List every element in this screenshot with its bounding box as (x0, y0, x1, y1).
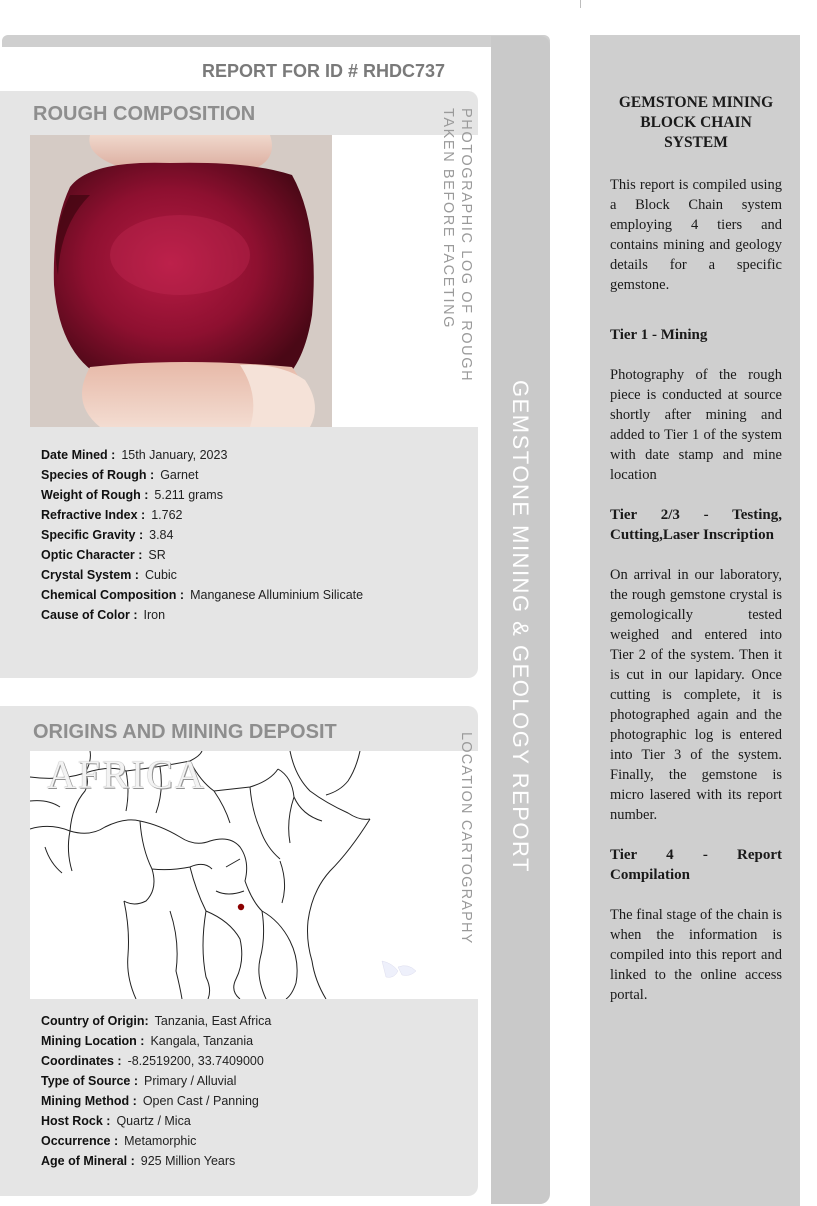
field-coordinates (41, 1051, 271, 1071)
field-country (41, 1011, 271, 1031)
rough-photo-area (30, 135, 478, 427)
field-source-type (41, 1071, 271, 1091)
field-label: Mining Method : (41, 1094, 137, 1108)
rough-composition-panel (0, 91, 478, 678)
tier4-heading: Tier 4 - Report Compilation (610, 847, 782, 883)
field-label: Occurrence : (41, 1134, 119, 1148)
report-spine (491, 36, 550, 1204)
spine-title: GEMSTONE MINING & GEOLOGY REPORT (508, 379, 533, 873)
field-value: Quartz / Mica (116, 1114, 191, 1128)
field-label: Host Rock : (41, 1114, 111, 1128)
rough-gemstone-photo (30, 135, 332, 427)
field-value: Open Cast / Panning (142, 1094, 259, 1108)
sidebar-intro: This report is compiled using a Block Chain system employing 4 tiers and contains mining and geology details for a specific gemstone. (610, 177, 782, 293)
tier1-heading: Tier 1 - Mining (610, 327, 708, 343)
rough-caption-line2: TAKEN BEFORE FACETING (440, 108, 456, 330)
top-divider-tick (580, 0, 581, 8)
field-value: Primary / Alluvial (144, 1074, 237, 1088)
field-specific-gravity (41, 525, 363, 545)
field-label: Coordinates : (41, 1054, 122, 1068)
field-date-mined (41, 445, 363, 465)
field-label: Weight of Rough : (41, 488, 149, 502)
top-bar (2, 35, 550, 47)
field-label: Date Mined : (41, 448, 116, 462)
field-value: Manganese Alluminium Silicate (190, 588, 364, 602)
rough-composition-title: ROUGH COMPOSITION (33, 103, 256, 125)
origins-title: ORIGINS AND MINING DEPOSIT (33, 721, 337, 743)
field-label: Chemical Composition : (41, 588, 185, 602)
field-age-of-mineral (41, 1151, 271, 1171)
field-value: 925 Million Years (140, 1154, 236, 1168)
sidebar-title: GEMSTONE MINING BLOCK CHAIN SYSTEM (618, 94, 774, 151)
rough-fields-list (41, 445, 363, 625)
field-label: Type of Source : (41, 1074, 139, 1088)
field-value: Iron (143, 608, 166, 622)
field-label: Age of Mineral : (41, 1154, 135, 1168)
map-vertical-caption: LOCATION CARTOGRAPHY (458, 732, 474, 945)
map-africa-label: AFRICA (47, 752, 206, 797)
field-weight (41, 485, 363, 505)
tier4-text: The final stage of the chain is when the information is compiled into this report and linked to the online access portal. (610, 907, 782, 1003)
field-occurrence (41, 1131, 271, 1151)
map-area (30, 751, 478, 999)
field-chemical-composition (41, 585, 363, 605)
field-value: Kangala, Tanzania (150, 1034, 254, 1048)
field-label: Country of Origin: (41, 1014, 149, 1028)
field-value: 1.762 (151, 508, 183, 522)
tier23-text: On arrival in our laboratory, the rough gemstone crystal is gemologically tested weighed and entered into Tier 2 of the system. Then it is cut in our lapidary. Once cutting is complete, it is photographed again and the photographic log is entered into Tier 3 of the system. Finally, the gemstone is micro lasered with its report number. (610, 567, 782, 823)
origins-panel (0, 706, 478, 1196)
field-label: Species of Rough : (41, 468, 155, 482)
field-label: Refractive Index : (41, 508, 146, 522)
blockchain-info-sidebar (590, 35, 800, 1206)
field-value: Tanzania, East Africa (154, 1014, 272, 1028)
field-label: Mining Location : (41, 1034, 145, 1048)
field-value: 5.211 grams (154, 488, 223, 502)
field-optic-character (41, 545, 363, 565)
field-value: Metamorphic (124, 1134, 197, 1148)
field-cause-of-color (41, 605, 363, 625)
field-value: Cubic (144, 568, 177, 582)
field-value: Garnet (160, 468, 199, 482)
origin-fields-list (41, 1011, 271, 1171)
tier1-text: Photography of the rough piece is conducted at source shortly after mining and added to Tier 1 of the system with date stamp and mine location (610, 367, 782, 483)
sidebar-content (610, 93, 782, 1005)
field-label: Crystal System : (41, 568, 139, 582)
report-id-heading: REPORT FOR ID # RHDC737 (201, 61, 445, 81)
field-mining-method (41, 1091, 271, 1111)
field-label: Cause of Color : (41, 608, 138, 622)
field-label: Optic Character : (41, 548, 143, 562)
rough-photo-vertical-caption (439, 108, 475, 382)
field-species (41, 465, 363, 485)
field-mining-location (41, 1031, 271, 1051)
field-refractive-index (41, 505, 363, 525)
rough-caption-line1: PHOTOGRAPHIC LOG OF ROUGH (458, 108, 474, 383)
africa-map (30, 751, 426, 999)
field-crystal-system (41, 565, 363, 585)
field-label: Specific Gravity : (41, 528, 144, 542)
tier23-heading: Tier 2/3 - Testing, Cutting,Laser Inscription (610, 507, 782, 543)
field-value: -8.2519200, 33.7409000 (127, 1054, 264, 1068)
field-value: SR (148, 548, 166, 562)
field-host-rock (41, 1111, 271, 1131)
field-value: 3.84 (149, 528, 174, 542)
field-value: 15th January, 2023 (121, 448, 228, 462)
